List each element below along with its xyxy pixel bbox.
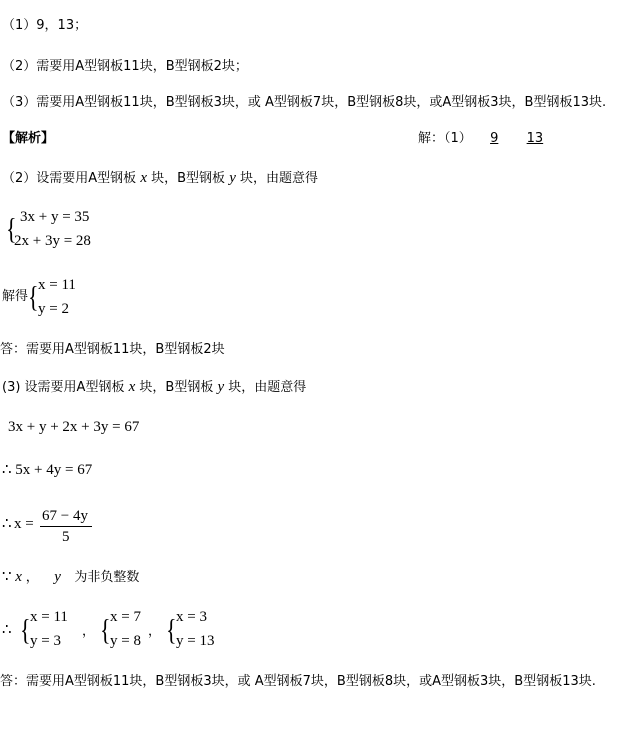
sol2-y: y = 8: [110, 633, 141, 649]
solution-blank-2: 13: [526, 131, 544, 146]
solution-part1: [418, 131, 543, 147]
because-symbol: ∵: [2, 569, 12, 585]
part2-sol-y: y = 2: [38, 301, 69, 317]
x-equals: x =: [14, 516, 34, 532]
therefore-symbol: ∴: [2, 462, 12, 478]
because-comma: ，: [25, 570, 39, 585]
part2-eq1: 3x + y = 35: [20, 209, 90, 225]
answer-1: （1）9，13；: [2, 18, 88, 33]
sol1-y: y = 3: [30, 633, 61, 649]
part2-answer: 答：需要用A型钢板11块，B型钢板2块: [0, 342, 225, 357]
part2-intro: [2, 170, 318, 187]
sol3-y: y = 13: [176, 633, 215, 649]
answer-3: （3）需要用A型钢板11块，B型钢板3块，或 A型钢板7块，B型钢板8块，或A型钢板3块，B型钢板13块.: [2, 95, 607, 110]
answer-2: （2）需要用A型钢板11块，B型钢板2块；: [2, 59, 248, 74]
fraction-bar: [40, 526, 92, 527]
part3-eq-sum: 3x + y + 2x + 3y = 67: [8, 419, 140, 435]
because-var-x: x: [15, 569, 22, 585]
part2-eq2: 2x + 3y = 28: [14, 233, 91, 249]
solution-prefix: 解：（1）: [418, 131, 472, 146]
part3-eq-simplified-line: [2, 462, 92, 478]
analysis-label: 【解析】: [2, 131, 55, 146]
part2-intro-a: （2）设需要用A型钢板: [2, 171, 137, 186]
therefore-symbol: ∴: [2, 516, 12, 532]
part2-sol-x: x = 11: [38, 277, 76, 293]
solution-blank-1: 9: [490, 131, 499, 146]
sol1-x: x = 11: [30, 609, 68, 625]
because-line: [2, 569, 139, 586]
part3-intro-b: 块，B型钢板: [139, 380, 214, 395]
part2-var-y: y: [229, 170, 236, 186]
part2-var-x: x: [140, 170, 147, 186]
fraction-denominator: 5: [62, 529, 70, 545]
part3-var-x: x: [128, 379, 136, 395]
part3-answer: 答：需要用A型钢板11块，B型钢板3块，或 A型钢板7块，B型钢板8块，或A型钢板3块，B型钢板13块.: [0, 674, 596, 689]
sol-brace-3: {: [166, 612, 177, 647]
sol-sep-2: ，: [148, 624, 162, 639]
part3-eq-simplified: 5x + 4y = 67: [15, 462, 93, 478]
sol3-x: x = 3: [176, 609, 207, 625]
part3-intro: [2, 379, 306, 396]
part2-intro-c: 块，由题意得: [240, 171, 319, 186]
sol-brace-1: {: [20, 612, 31, 647]
system-brace: {: [6, 211, 17, 246]
sol-brace-2: {: [100, 612, 111, 647]
because-condition: 为非负整数: [74, 570, 140, 585]
solve-label: 解得: [2, 289, 29, 304]
part3-intro-a: (3) 设需要用A型钢板: [2, 380, 125, 395]
solution-brace: {: [28, 279, 39, 314]
sol2-x: x = 7: [110, 609, 141, 625]
because-var-y: y: [54, 569, 61, 585]
part2-intro-b: 块，B型钢板: [151, 171, 226, 186]
therefore-symbol: ∴: [2, 622, 12, 638]
sol-sep-1: ，: [82, 624, 96, 639]
part3-intro-c: 块，由题意得: [228, 380, 307, 395]
fraction-numerator: 67 − 4y: [42, 508, 88, 524]
part3-var-y: y: [217, 379, 225, 395]
